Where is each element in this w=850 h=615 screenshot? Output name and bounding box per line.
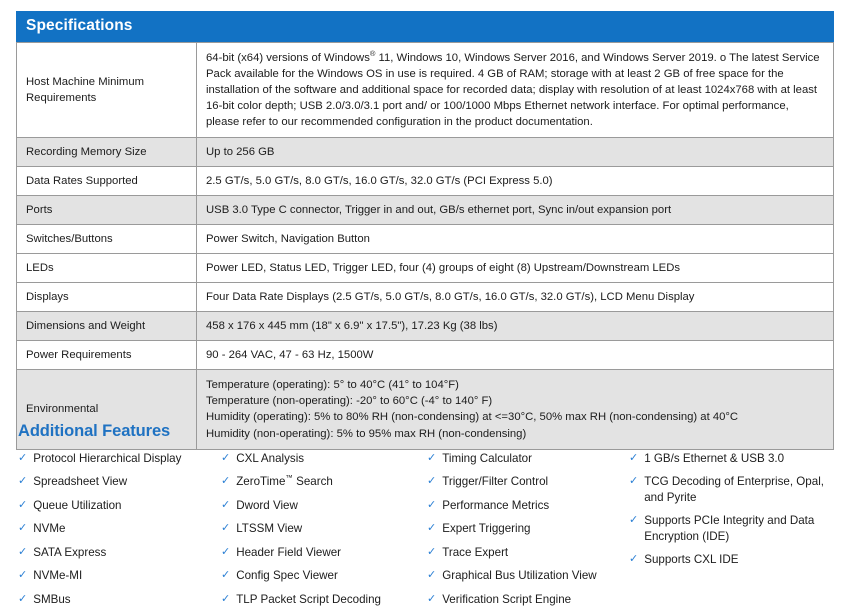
feature-item-label: TCG Decoding of Enterprise, Opal, and Pyrite xyxy=(644,475,825,505)
feature-item-label: Supports CXL IDE xyxy=(644,553,739,566)
spec-row-label: Dimensions and Weight xyxy=(17,312,197,341)
checkmark-icon: ✓ xyxy=(427,592,437,605)
feature-item-label: Trace Expert xyxy=(442,545,509,559)
feature-item xyxy=(18,521,221,537)
spec-row xyxy=(17,341,834,370)
checkmark-icon: ✓ xyxy=(18,452,28,464)
spec-row-value: 90 - 264 VAC, 47 - 63 Hz, 1500W xyxy=(197,341,834,370)
spec-value-line: Temperature (non-operating): -20° to 60°C (-4° to 140° F) xyxy=(206,395,493,408)
feature-item xyxy=(629,474,834,505)
feature-item-label: CXL Analysis xyxy=(236,452,305,465)
feature-item xyxy=(221,474,427,490)
checkmark-icon: ✓ xyxy=(221,592,231,605)
checkmark-icon: ✓ xyxy=(427,452,437,464)
spec-row-value: 2.5 GT/s, 5.0 GT/s, 8.0 GT/s, 16.0 GT/s, 32.0 GT/s (PCI Express 5.0) xyxy=(197,167,834,196)
feature-item-label: Protocol Hierarchical Display xyxy=(33,452,182,465)
spec-row-value: USB 3.0 Type C connector, Trigger in and out, GB/s ethernet port, Sync in/out expansion port xyxy=(197,196,834,225)
checkmark-icon: ✓ xyxy=(18,475,28,488)
feature-item-label: 1 GB/s Ethernet & USB 3.0 xyxy=(644,452,785,465)
spec-row-label: Environmental xyxy=(17,370,197,449)
feature-item xyxy=(427,521,629,537)
feature-item-label: TLP Packet Script Decoding xyxy=(236,592,381,606)
specifications-table-body xyxy=(17,43,834,450)
feature-item-label: Performance Metrics xyxy=(442,498,550,512)
feature-item xyxy=(221,592,427,608)
specifications-header: Specifications xyxy=(16,11,834,42)
feature-item xyxy=(221,568,427,584)
spec-row-value: Up to 256 GB xyxy=(197,138,834,167)
checkmark-icon: ✓ xyxy=(427,545,437,558)
feature-item-label: Supports PCIe Integrity and Data Encryption (IDE) xyxy=(644,514,815,543)
spec-row xyxy=(17,196,834,225)
feature-item-label: SATA Express xyxy=(33,545,107,559)
feature-item xyxy=(18,498,221,514)
spec-row-label: Ports xyxy=(17,196,197,225)
checkmark-icon: ✓ xyxy=(629,452,639,464)
feature-item xyxy=(221,545,427,561)
specifications-section xyxy=(16,11,834,450)
checkmark-icon: ✓ xyxy=(18,545,28,558)
spec-row xyxy=(17,225,834,254)
specifications-table xyxy=(16,42,834,450)
feature-item-label: Queue Utilization xyxy=(33,498,122,512)
spec-row-label: Recording Memory Size xyxy=(17,138,197,167)
feature-item-label: Expert Triggering xyxy=(442,522,531,536)
feature-item xyxy=(427,474,629,490)
spec-row xyxy=(17,43,834,138)
spec-row xyxy=(17,254,834,283)
features-column xyxy=(629,451,834,575)
spec-value-line: Temperature (operating): 5° to 40°C (41° to 104°F) xyxy=(206,379,459,392)
feature-item xyxy=(629,451,834,467)
spec-row xyxy=(17,283,834,312)
feature-item-label: Header Field Viewer xyxy=(236,545,342,559)
checkmark-icon: ✓ xyxy=(18,522,28,535)
spec-row xyxy=(17,167,834,196)
feature-item-label: Spreadsheet View xyxy=(33,475,128,489)
checkmark-icon: ✓ xyxy=(221,545,231,558)
feature-item xyxy=(629,552,834,568)
feature-item-label: Trigger/Filter Control xyxy=(442,475,549,489)
checkmark-icon: ✓ xyxy=(221,569,231,582)
additional-features-section xyxy=(16,422,834,615)
feature-item xyxy=(427,451,629,467)
feature-item xyxy=(427,545,629,561)
feature-item xyxy=(18,451,221,467)
feature-item-label: SMBus xyxy=(33,592,71,606)
feature-item-label: NVMe xyxy=(33,522,66,536)
spec-row-value: 64-bit (x64) versions of Windows® 11, Windows 10, Windows Server 2016, and Windows Server 2019. o The latest Service Pack available for the Windows OS in use is required. 4 GB of RAM; storage with at least 2 GB of free space for the installation of the software and additional space for recorded data; display with resolution of at least 1024x768 with at least 16-bit color depth; USB 2.0/3.0/3.1 port and/ or 100/1000 Mbps Ethernet network interface. For optimal performance, please refer to our recommended configuration in the product documentation. xyxy=(197,43,834,138)
feature-item-label: LTSSM View xyxy=(236,522,303,536)
feature-item xyxy=(427,498,629,514)
feature-item xyxy=(18,545,221,561)
spec-row-label: LEDs xyxy=(17,254,197,283)
spec-row-value: Power LED, Status LED, Trigger LED, four (4) groups of eight (8) Upstream/Downstream LEDs xyxy=(197,254,834,283)
features-column xyxy=(427,451,629,615)
checkmark-icon: ✓ xyxy=(629,553,639,565)
checkmark-icon: ✓ xyxy=(18,569,28,582)
checkmark-icon: ✓ xyxy=(18,498,28,511)
feature-item xyxy=(18,474,221,490)
spec-row-label: Displays xyxy=(17,283,197,312)
spec-row-value: Power Switch, Navigation Button xyxy=(197,225,834,254)
spec-value-line: Humidity (non-operating): 5% to 95% max RH (non-condensing) xyxy=(206,427,527,440)
spec-row-label: Host Machine Minimum Requirements xyxy=(17,43,197,138)
feature-item-label: ZeroTime™ Search xyxy=(236,473,333,489)
checkmark-icon: ✓ xyxy=(221,475,231,488)
feature-item-label: NVMe-MI xyxy=(33,569,83,583)
feature-item-label: Dword View xyxy=(236,498,298,512)
checkmark-icon: ✓ xyxy=(18,592,28,605)
spec-row-label: Power Requirements xyxy=(17,341,197,370)
features-columns xyxy=(16,451,834,615)
checkmark-icon: ✓ xyxy=(427,475,437,488)
spec-row-label: Data Rates Supported xyxy=(17,167,197,196)
feature-item xyxy=(221,521,427,537)
spec-row-value: Four Data Rate Displays (2.5 GT/s, 5.0 GT/s, 8.0 GT/s, 16.0 GT/s, 32.0 GT/s), LCD Menu Display xyxy=(197,283,834,312)
spec-row-label: Switches/Buttons xyxy=(17,225,197,254)
checkmark-icon: ✓ xyxy=(221,498,231,511)
checkmark-icon: ✓ xyxy=(629,475,639,488)
additional-features-heading: Additional Features xyxy=(18,422,171,440)
feature-item xyxy=(629,513,834,544)
feature-item-label: Timing Calculator xyxy=(442,452,532,465)
feature-item-label: Graphical Bus Utilization View xyxy=(442,569,597,583)
feature-item xyxy=(221,498,427,514)
checkmark-icon: ✓ xyxy=(427,498,437,511)
feature-item xyxy=(18,592,221,608)
feature-item xyxy=(221,451,427,467)
checkmark-icon: ✓ xyxy=(427,522,437,535)
checkmark-icon: ✓ xyxy=(427,569,437,582)
feature-item-label: Verification Script Engine xyxy=(442,592,572,606)
features-column xyxy=(16,451,221,615)
feature-item-label: Config Spec Viewer xyxy=(236,569,338,583)
feature-item xyxy=(18,568,221,584)
spec-value-line: Humidity (operating): 5% to 80% RH (non-condensing) at <=30°C, 50% max RH (non-condensing) at 40°C xyxy=(206,411,739,424)
features-column xyxy=(221,451,427,615)
spec-row xyxy=(17,312,834,341)
feature-item xyxy=(427,592,629,608)
spec-row xyxy=(17,138,834,167)
spec-row-value: 458 x 176 x 445 mm (18" x 6.9" x 17.5"), 17.23 Kg (38 lbs) xyxy=(197,312,834,341)
checkmark-icon: ✓ xyxy=(221,522,231,535)
feature-item xyxy=(427,568,629,584)
checkmark-icon: ✓ xyxy=(629,514,639,527)
checkmark-icon: ✓ xyxy=(221,452,231,464)
